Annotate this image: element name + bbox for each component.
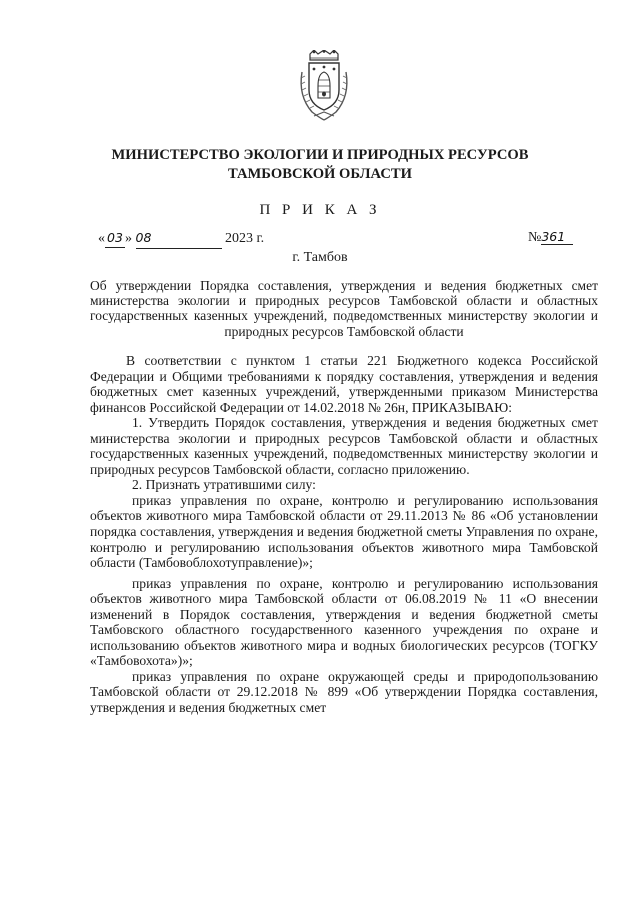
order-title: П Р И К А З [259, 202, 381, 218]
preamble-paragraph: В соответствии с пунктом 1 статьи 221 Бюджетного кодекса Российской Федерации и Общими требованиями к порядку составления, утверждения и ведения бюджетных смет казенных учреждений, утвержденными приказом Министерства финансов Российской Федерации от 14.02.2018 № 26н, ПРИКАЗЫВАЮ: [90, 353, 598, 415]
item-2-paragraph: 2. Признать утратившими силу: [132, 477, 316, 493]
number-sign: № [528, 230, 542, 245]
order-subject: Об утверждении Порядка составления, утверждения и ведения бюджетных смет министерства экологии и природных ресурсов Тамбовской области и областных государственных казенных учреждений, подведомственных министерству экологии и природных ресурсов Тамбовской области [90, 278, 598, 339]
ministry-name-line2: ТАМБОВСКОЙ ОБЛАСТИ [227, 166, 412, 182]
number-value: 361 [541, 229, 573, 245]
repealed-order-3: приказ управления по охране окружающей среды и природопользованию Тамбовской области от 29.12.2018 № 899 «Об утверждении Порядка составления, утверждения и ведения бюджетных смет [90, 668, 598, 716]
date-month: 08 [135, 230, 152, 245]
coat-of-arms-emblem [296, 50, 352, 122]
item-1-paragraph: 1. Утвердить Порядок составления, утверждения и ведения бюджетных смет министерства экологии и природных ресурсов Тамбовской области и областных государственных казенных учреждений, подведомственных министерству экологии и природных ресурсов Тамбовской области, согласно приложению. [90, 415, 598, 477]
repealed-order-1: приказ управления по охране, контролю и регулированию использования объектов животного мира Тамбовской области от 29.11.2013 № 86 «Об установлении порядка составления, утверждения и ведения бюджетной сметы Управления по охране, контролю и регулированию использования объектов животного мира Тамбовской области (Тамбовоблохотуправление)»; [90, 492, 598, 571]
order-number [528, 229, 573, 246]
city: г. Тамбов [292, 250, 348, 265]
order-date [98, 229, 264, 249]
date-day: 03 [105, 229, 125, 248]
ministry-heading [60, 146, 580, 184]
date-open-quote: « [98, 231, 105, 246]
ministry-name-line1: МИНИСТЕРСТВО ЭКОЛОГИИ И ПРИРОДНЫХ РЕСУРСОВ [111, 147, 529, 163]
date-mid-quote: » [125, 231, 132, 246]
order-body [90, 353, 598, 716]
repealed-order-2: приказ управления по охране, контролю и регулированию использования объектов животного мира Тамбовской области от 06.08.2019 № 11 «О внесении изменений в Порядок составления, утверждения и ведения бюджетной сметы Тамбовского областного государственного казенного учреждения по охране и использованию объектов животного мира и водных биологических ресурсов (ТОГКУ «Тамбовохота»)»; [90, 575, 598, 669]
date-year: 2023 г. [225, 231, 265, 246]
